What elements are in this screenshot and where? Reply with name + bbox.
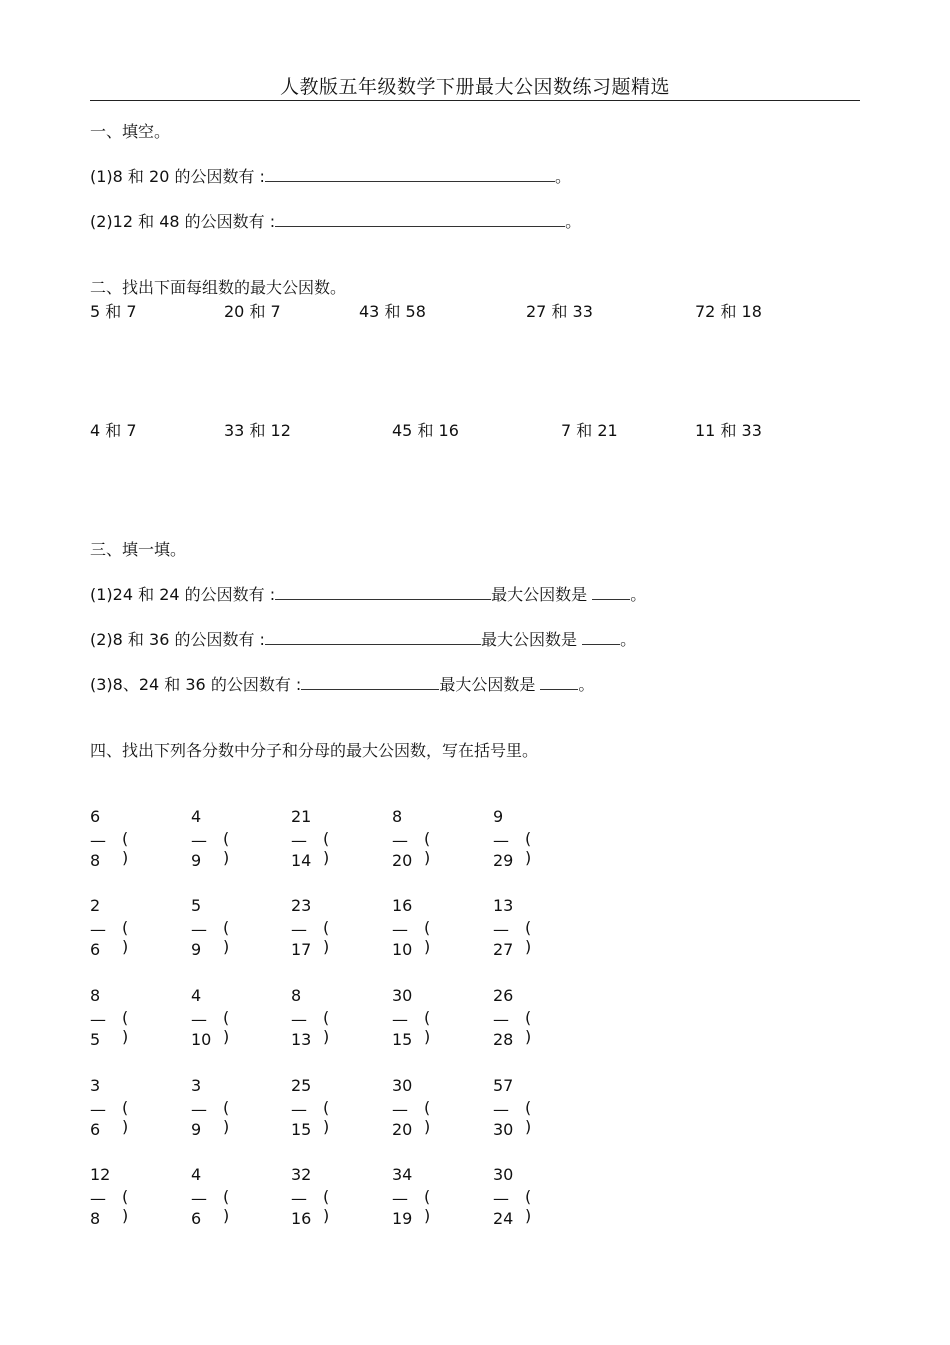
- item-mid: 最大公因数是: [439, 675, 536, 694]
- denominator: 10: [191, 1030, 212, 1049]
- answer-parentheses[interactable]: ( ): [525, 1187, 532, 1225]
- numerator: 3: [90, 1076, 101, 1095]
- fraction-bar: —: [493, 920, 509, 939]
- answer-parentheses[interactable]: ( ): [323, 1187, 330, 1225]
- numerator: 4: [191, 1165, 202, 1184]
- answer-parentheses[interactable]: ( ): [223, 1008, 230, 1046]
- numerator: 32: [291, 1165, 312, 1184]
- answer-parentheses[interactable]: ( ): [323, 918, 330, 956]
- numerator: 23: [291, 896, 312, 915]
- section3-item-3: [90, 672, 594, 695]
- numerator: 8: [392, 807, 403, 826]
- denominator: 16: [291, 1209, 312, 1228]
- section1-heading: 一、填空。: [90, 122, 171, 141]
- item-end: 。: [630, 585, 647, 604]
- numerator: 26: [493, 986, 514, 1005]
- fraction-bar: —: [291, 831, 307, 850]
- answer-blank[interactable]: [265, 630, 481, 645]
- denominator: 5: [90, 1030, 101, 1049]
- answer-parentheses[interactable]: ( ): [424, 918, 431, 956]
- fraction-bar: —: [191, 831, 207, 850]
- answer-blank[interactable]: [301, 675, 439, 690]
- numerator: 12: [90, 1165, 111, 1184]
- numerator: 9: [493, 807, 504, 826]
- item-prompt: (2)8 和 36 的公因数有 :: [90, 630, 265, 649]
- answer-parentheses[interactable]: ( ): [525, 918, 532, 956]
- numerator: 21: [291, 807, 312, 826]
- answer-blank[interactable]: [540, 675, 578, 690]
- answer-parentheses[interactable]: ( ): [323, 1098, 330, 1136]
- denominator: 6: [90, 1120, 101, 1139]
- answer-parentheses[interactable]: ( ): [424, 1187, 431, 1225]
- numerator: 30: [392, 1076, 413, 1095]
- answer-parentheses[interactable]: ( ): [223, 829, 230, 867]
- denominator: 15: [291, 1120, 312, 1139]
- fraction-bar: —: [392, 920, 408, 939]
- item-end: 。: [578, 675, 595, 694]
- denominator: 14: [291, 851, 312, 870]
- denominator: 19: [392, 1209, 413, 1228]
- fraction-bar: —: [191, 1189, 207, 1208]
- section3-item-1: [90, 582, 646, 605]
- answer-parentheses[interactable]: ( ): [223, 918, 230, 956]
- numerator: 30: [493, 1165, 514, 1184]
- denominator: 17: [291, 940, 312, 959]
- item-mid: 最大公因数是: [491, 585, 588, 604]
- fraction-bar: —: [493, 1010, 509, 1029]
- section4-heading: 四、找出下列各分数中分子和分母的最大公因数，写在括号里。: [90, 741, 539, 760]
- pair-item: 4 和 7: [90, 421, 137, 440]
- numerator: 8: [90, 986, 101, 1005]
- pair-item: 20 和 7: [224, 302, 281, 321]
- pair-item: 72 和 18: [695, 302, 762, 321]
- answer-parentheses[interactable]: ( ): [424, 829, 431, 867]
- answer-parentheses[interactable]: ( ): [122, 1098, 129, 1136]
- denominator: 6: [191, 1209, 202, 1228]
- item-end: 。: [620, 630, 637, 649]
- numerator: 30: [392, 986, 413, 1005]
- numerator: 13: [493, 896, 514, 915]
- denominator: 27: [493, 940, 514, 959]
- answer-blank[interactable]: [592, 585, 630, 600]
- item-end: 。: [565, 212, 582, 231]
- numerator: 57: [493, 1076, 514, 1095]
- section2-heading: 二、找出下面每组数的最大公因数。: [90, 278, 347, 297]
- answer-parentheses[interactable]: ( ): [525, 1008, 532, 1046]
- pair-item: 45 和 16: [392, 421, 459, 440]
- item-prompt: (1)8 和 20 的公因数有 :: [90, 167, 265, 186]
- answer-parentheses[interactable]: ( ): [223, 1187, 230, 1225]
- fraction-bar: —: [493, 831, 509, 850]
- denominator: 10: [392, 940, 413, 959]
- denominator: 28: [493, 1030, 514, 1049]
- answer-parentheses[interactable]: ( ): [525, 1098, 532, 1136]
- item-prompt: (2)12 和 48 的公因数有 :: [90, 212, 276, 231]
- denominator: 15: [392, 1030, 413, 1049]
- item-prompt: (1)24 和 24 的公因数有 :: [90, 585, 276, 604]
- answer-parentheses[interactable]: ( ): [223, 1098, 230, 1136]
- fraction-bar: —: [392, 1010, 408, 1029]
- numerator: 25: [291, 1076, 312, 1095]
- fraction-bar: —: [90, 920, 106, 939]
- denominator: 9: [191, 851, 202, 870]
- answer-parentheses[interactable]: ( ): [525, 829, 532, 867]
- answer-blank[interactable]: [265, 167, 555, 182]
- denominator: 20: [392, 1120, 413, 1139]
- fraction-bar: —: [493, 1100, 509, 1119]
- item-mid: 最大公因数是: [480, 630, 577, 649]
- answer-parentheses[interactable]: ( ): [424, 1008, 431, 1046]
- pair-item: 7 和 21: [561, 421, 618, 440]
- numerator: 5: [191, 896, 202, 915]
- numerator: 8: [291, 986, 302, 1005]
- numerator: 16: [392, 896, 413, 915]
- pair-item: 11 和 33: [695, 421, 762, 440]
- fraction-bar: —: [291, 1189, 307, 1208]
- numerator: 3: [191, 1076, 202, 1095]
- fraction-bar: —: [493, 1189, 509, 1208]
- fraction-bar: —: [90, 1100, 106, 1119]
- section1-item-1: [90, 164, 571, 187]
- answer-parentheses[interactable]: ( ): [122, 918, 129, 956]
- pair-item: 27 和 33: [526, 302, 593, 321]
- fraction-bar: —: [90, 831, 106, 850]
- denominator: 29: [493, 851, 514, 870]
- page-title: 人教版五年级数学下册最大公因数练习题精选: [279, 76, 670, 98]
- denominator: 8: [90, 851, 101, 870]
- answer-parentheses[interactable]: ( ): [424, 1098, 431, 1136]
- item-end: 。: [554, 167, 571, 186]
- denominator: 30: [493, 1120, 514, 1139]
- numerator: 4: [191, 986, 202, 1005]
- fraction-bar: —: [191, 1100, 207, 1119]
- answer-parentheses[interactable]: ( ): [122, 1187, 129, 1225]
- answer-blank[interactable]: [582, 630, 620, 645]
- numerator: 2: [90, 896, 101, 915]
- answer-blank[interactable]: [275, 212, 565, 227]
- answer-parentheses[interactable]: ( ): [122, 1008, 129, 1046]
- answer-parentheses[interactable]: ( ): [323, 829, 330, 867]
- denominator: 8: [90, 1209, 101, 1228]
- numerator: 6: [90, 807, 101, 826]
- denominator: 9: [191, 1120, 202, 1139]
- fraction-bar: —: [191, 920, 207, 939]
- fraction-bar: —: [392, 1189, 408, 1208]
- section3-item-2: [90, 627, 636, 650]
- fraction-bar: —: [392, 1100, 408, 1119]
- fraction-bar: —: [90, 1010, 106, 1029]
- numerator: 34: [392, 1165, 413, 1184]
- numerator: 4: [191, 807, 202, 826]
- title-divider: [90, 100, 860, 101]
- fraction-bar: —: [191, 1010, 207, 1029]
- denominator: 9: [191, 940, 202, 959]
- item-prompt: (3)8、24 和 36 的公因数有 :: [90, 675, 302, 694]
- answer-parentheses[interactable]: ( ): [323, 1008, 330, 1046]
- pair-item: 43 和 58: [359, 302, 426, 321]
- fraction-bar: —: [291, 920, 307, 939]
- denominator: 13: [291, 1030, 312, 1049]
- fraction-bar: —: [291, 1010, 307, 1029]
- section3-heading: 三、填一填。: [90, 540, 187, 559]
- fraction-bar: —: [291, 1100, 307, 1119]
- pair-item: 5 和 7: [90, 302, 137, 321]
- pair-item: 33 和 12: [224, 421, 291, 440]
- denominator: 6: [90, 940, 101, 959]
- answer-blank[interactable]: [275, 585, 491, 600]
- fraction-bar: —: [90, 1189, 106, 1208]
- answer-parentheses[interactable]: ( ): [122, 829, 129, 867]
- section1-item-2: [90, 209, 581, 232]
- denominator: 20: [392, 851, 413, 870]
- fraction-bar: —: [392, 831, 408, 850]
- denominator: 24: [493, 1209, 514, 1228]
